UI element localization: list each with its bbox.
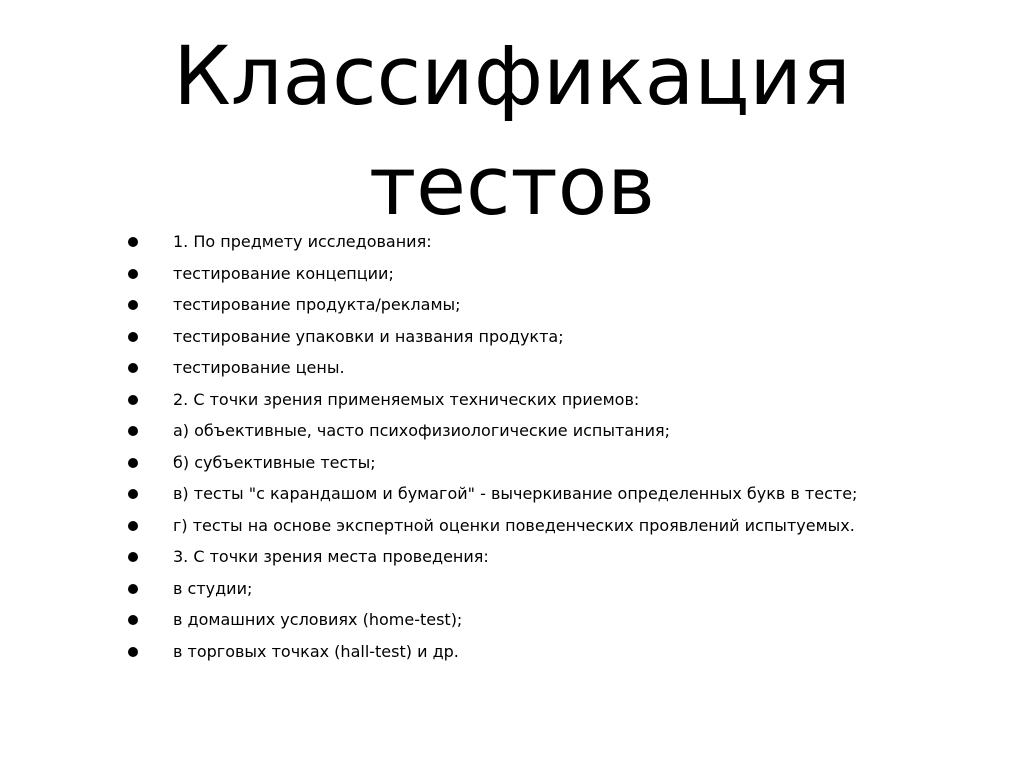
bullet-item	[127, 604, 857, 636]
bullet-dot-icon	[128, 521, 138, 531]
bullet-text: тестирование упаковки и названия продукта;	[173, 326, 564, 346]
bullet-text: а) объективные, часто психофизиологические испытания;	[173, 421, 670, 440]
bullet-item	[127, 289, 857, 321]
bullet-dot-icon	[128, 426, 138, 436]
bullet-text: тестирование цены.	[173, 358, 345, 377]
bullet-text: в) тесты "с карандашом и бумагой" - вычеркивание определенных букв в тесте;	[173, 484, 858, 503]
bullet-text: тестирование концепции;	[173, 263, 394, 283]
bullet-text: г) тесты на основе экспертной оценки поведенческих проявлений испытуемых.	[173, 515, 855, 535]
bullet-item	[127, 541, 857, 573]
bullet-list	[127, 226, 857, 667]
bullet-item	[127, 352, 857, 384]
bullet-item	[127, 510, 857, 542]
bullet-dot-icon	[128, 552, 138, 562]
bullet-dot-icon	[128, 269, 138, 279]
bullet-item	[127, 384, 857, 416]
bullet-text: в студии;	[173, 578, 253, 598]
bullet-dot-icon	[128, 237, 138, 247]
bullet-item	[127, 636, 857, 668]
bullet-dot-icon	[128, 363, 138, 373]
bullet-text: в домашних условиях (home-test);	[173, 610, 463, 629]
slide-title-line-1: Классификация	[173, 30, 851, 124]
bullet-item	[127, 226, 857, 258]
bullet-item	[127, 573, 857, 605]
slide-title	[0, 22, 1024, 242]
bullet-text: 1. По предмету исследования:	[173, 232, 432, 251]
bullet-text: в торговых точках (hall-test) и др.	[173, 641, 459, 661]
bullet-item	[127, 447, 857, 479]
bullet-dot-icon	[128, 395, 138, 405]
bullet-dot-icon	[128, 584, 138, 594]
bullet-text: 2. С точки зрения применяемых технических приемов:	[173, 389, 640, 409]
bullet-dot-icon	[128, 615, 138, 625]
bullet-item	[127, 321, 857, 353]
bullet-text: 3. С точки зрения места проведения:	[173, 547, 489, 566]
bullet-item	[127, 478, 857, 510]
bullet-item	[127, 415, 857, 447]
bullet-dot-icon	[128, 489, 138, 499]
bullet-dot-icon	[128, 458, 138, 468]
bullet-dot-icon	[128, 647, 138, 657]
bullet-text: тестирование продукта/рекламы;	[173, 295, 461, 314]
bullet-text: б) субъективные тесты;	[173, 452, 376, 472]
slide-title-line-2: тестов	[368, 140, 656, 234]
bullet-item	[127, 258, 857, 290]
bullet-dot-icon	[128, 300, 138, 310]
bullet-dot-icon	[128, 332, 138, 342]
